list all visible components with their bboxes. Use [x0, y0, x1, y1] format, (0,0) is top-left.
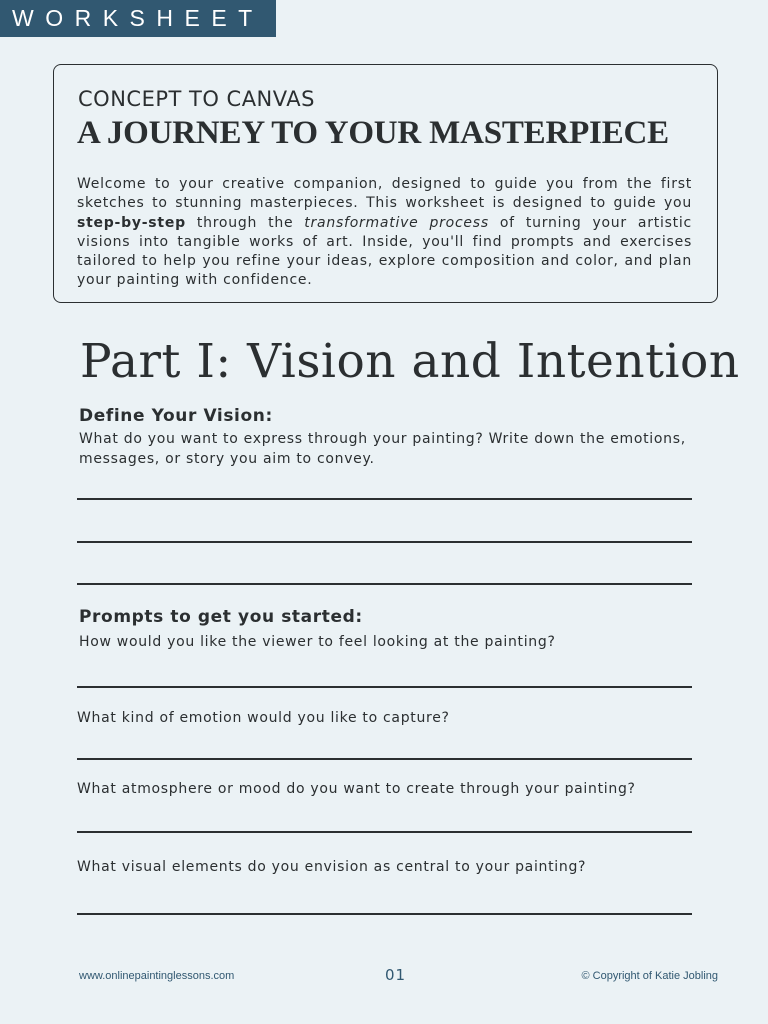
- footer-copyright: © Copyright of Katie Jobling: [581, 970, 718, 982]
- headline-title: A JOURNEY TO YOUR MASTERPIECE: [77, 115, 669, 151]
- part-title: Part I: Vision and Intention: [80, 334, 740, 389]
- intro-paragraph: [77, 175, 692, 291]
- define-vision-heading: Define Your Vision:: [79, 406, 273, 426]
- answer-line[interactable]: [77, 913, 692, 915]
- prompt-question: What visual elements do you envision as central to your painting?: [77, 859, 587, 875]
- footer-website: www.onlinepaintinglessons.com: [79, 970, 235, 982]
- prompt-question: What kind of emotion would you like to capture?: [77, 710, 450, 726]
- prompt-question: What atmosphere or mood do you want to create through your painting?: [77, 781, 636, 797]
- intro-text-bold: step-by-step: [77, 214, 186, 231]
- kicker-title: CONCEPT TO CANVAS: [78, 87, 315, 111]
- intro-box: [53, 64, 718, 303]
- intro-text-mid: through the: [185, 214, 305, 231]
- prompt-question: How would you like the viewer to feel looking at the painting?: [79, 634, 556, 650]
- worksheet-banner: WORKSHEET: [0, 0, 276, 37]
- answer-line[interactable]: [77, 686, 692, 688]
- answer-line[interactable]: [77, 541, 692, 543]
- prompts-heading: Prompts to get you started:: [79, 607, 363, 627]
- intro-text-italic: transformative process: [304, 214, 489, 231]
- intro-text-end: of turning your artistic visions into tangible works of art. Inside, you'll find prompts and exercises tailored to help you refine your ideas, explore composition and color, and plan your painting with confidence.: [77, 214, 692, 289]
- answer-line[interactable]: [77, 498, 692, 500]
- define-vision-instruction: What do you want to express through your painting? Write down the emotions, messages, or story you aim to convey.: [79, 431, 686, 467]
- page-number: 01: [385, 966, 407, 984]
- answer-line[interactable]: [77, 583, 692, 585]
- intro-text-start: Welcome to your creative companion, designed to guide you from the first sketches to stunning masterpieces. This worksheet is designed to guide you: [77, 176, 692, 212]
- answer-line[interactable]: [77, 758, 692, 760]
- answer-line[interactable]: [77, 831, 692, 833]
